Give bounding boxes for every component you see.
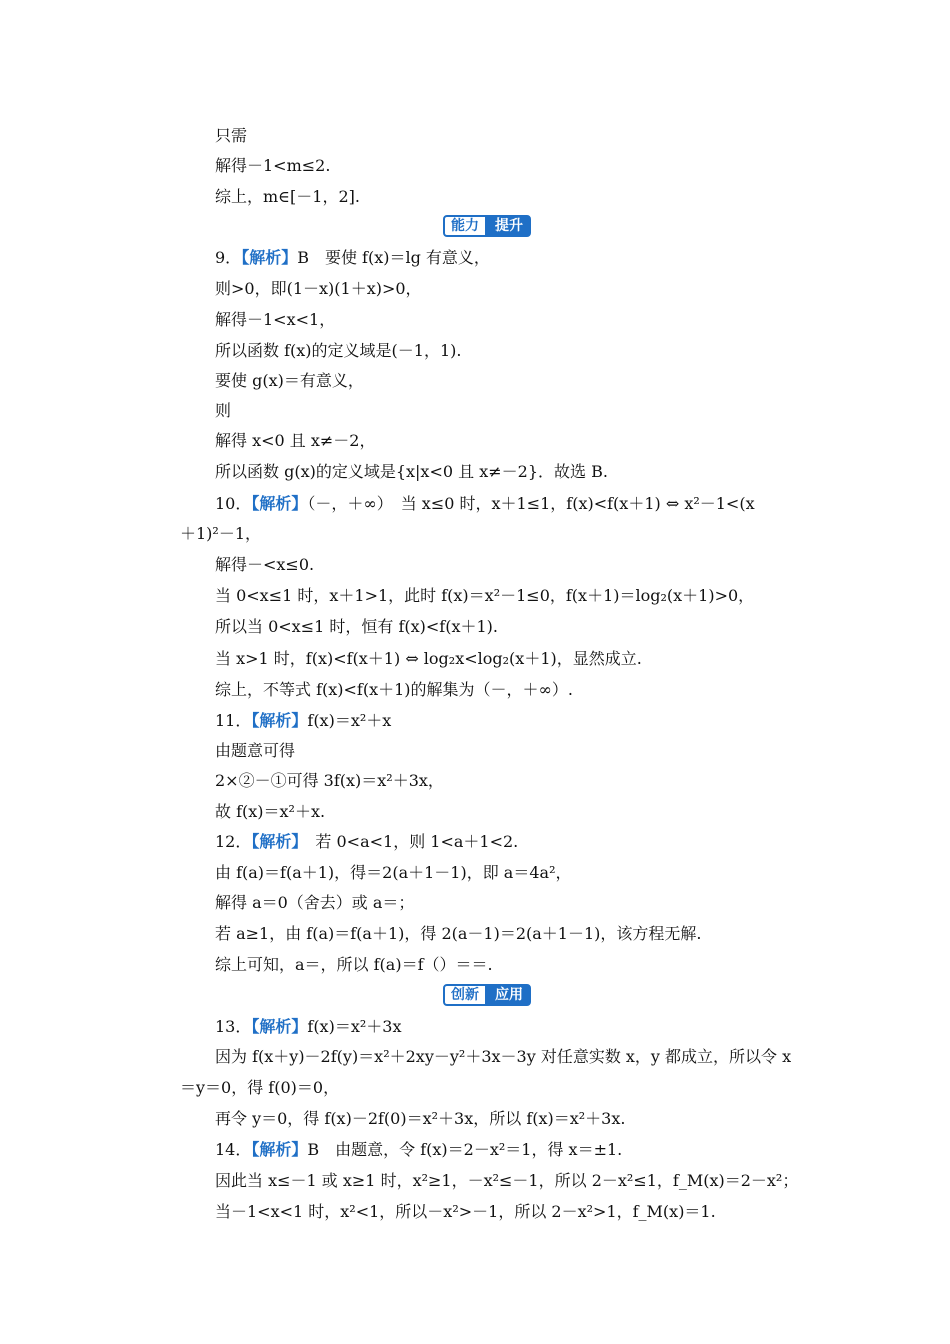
- banner-left: 能力: [443, 215, 487, 237]
- text-line: 因此当 x≤－1 或 x≥1 时，x²≥1，－x²≤－1，所以 2－x²≤1，f_M(x)＝2－x²；: [215, 1171, 799, 1190]
- text-line: 2×②－①可得 3f(x)＝x²＋3x，: [215, 771, 444, 790]
- answer-text: B 由题意，令 f(x)＝2－x²＝1，得 x＝±1.: [307, 1140, 623, 1159]
- section-banner-ability: [443, 215, 531, 237]
- text-line: 只需: [215, 126, 248, 145]
- text-line: 所以函数 g(x)的定义域是{x|x<0 且 x≠－2}．故选 B.: [215, 462, 608, 481]
- question-12-line: [215, 832, 518, 852]
- text-line: 当 0<x≤1 时，x＋1>1，此时 f(x)＝x²－1≤0，f(x＋1)＝log₂(x＋1)>0，: [215, 586, 755, 605]
- analysis-tag: 【解析】: [251, 711, 308, 730]
- text-line: 所以函数 f(x)的定义域是(－1，1).: [215, 341, 462, 360]
- text-line: 当－1<x<1 时，x²<1，所以－x²>－1，所以 2－x²>1，f_M(x)＝1.: [215, 1202, 716, 1221]
- answer-text: 若 0<a<1，则 1<a＋1<2.: [299, 832, 519, 851]
- analysis-tag: 【解析】: [251, 1017, 308, 1036]
- text-line: 解得 x<0 且 x≠－2，: [215, 431, 376, 450]
- text-line: 解得 a＝0（舍去）或 a＝；: [215, 893, 415, 912]
- question-number: 10．: [215, 494, 252, 513]
- question-number: 13．: [215, 1017, 252, 1036]
- answer-text: B 要使 f(x)＝lg 有意义，: [297, 248, 490, 267]
- text-line: ＋1)²－1，: [180, 524, 262, 543]
- banner-left: 创新: [443, 984, 487, 1006]
- text-line: 则: [215, 401, 232, 420]
- text-line: 若 a≥1，由 f(a)＝f(a＋1)，得 2(a－1)＝2(a＋1－1)，该方程无解.: [215, 924, 702, 943]
- text-line: 当 x>1 时，f(x)<f(x＋1) ⇔ log₂x<log₂(x＋1)，显然成立.: [215, 649, 642, 668]
- analysis-tag: 【解析】: [251, 1140, 308, 1159]
- question-number: 12．: [215, 832, 252, 851]
- question-9-line: [215, 248, 490, 268]
- analysis-tag: 【解析】: [241, 248, 298, 267]
- text-line: 综上，不等式 f(x)<f(x＋1)的解集为（－，＋∞）.: [215, 680, 573, 699]
- text-line: 所以当 0<x≤1 时，恒有 f(x)<f(x＋1).: [215, 617, 498, 636]
- text-line: 综上，m∈[－1，2].: [215, 187, 360, 206]
- banner-right: 应用: [487, 984, 531, 1006]
- text-line: 再令 y＝0，得 f(x)－2f(0)＝x²＋3x，所以 f(x)＝x²＋3x.: [215, 1109, 626, 1128]
- question-14-line: [215, 1140, 622, 1160]
- text-line: 解得－<x≤0.: [215, 555, 315, 574]
- question-11-line: [215, 711, 391, 731]
- text-line: 由题意可得: [215, 741, 296, 760]
- text-line: 由 f(a)＝f(a＋1)，得＝2(a＋1－1)，即 a＝4a²，: [215, 863, 572, 882]
- section-banner-innovation: [443, 984, 531, 1006]
- answer-text: f(x)＝x²＋3x: [307, 1017, 402, 1036]
- text-line: 解得－1<m≤2.: [215, 156, 331, 175]
- text-line: 解得－1<x<1，: [215, 310, 336, 329]
- analysis-tag: 【解析】: [251, 832, 300, 851]
- banner-right: 提升: [487, 215, 531, 237]
- text-line: 综上可知，a＝，所以 f(a)＝f（）＝＝.: [215, 955, 493, 974]
- question-number: 11．: [215, 711, 252, 730]
- text-line: ＝y＝0，得 f(0)＝0，: [180, 1078, 340, 1097]
- question-10-line: [215, 494, 755, 514]
- answer-text: f(x)＝x²＋x: [307, 711, 392, 730]
- question-number: 9．: [215, 248, 242, 267]
- analysis-tag: 【解析】: [251, 494, 308, 513]
- text-line: 则>0，即(1－x)(1＋x)>0，: [215, 279, 422, 298]
- question-13-line: [215, 1017, 401, 1037]
- text-line: 因为 f(x＋y)－2f(y)＝x²＋2xy－y²＋3x－3y 对任意实数 x，y 都成立，所以令 x: [215, 1047, 792, 1066]
- question-number: 14．: [215, 1140, 252, 1159]
- answer-text: （－，＋∞） 当 x≤0 时，x＋1≤1，f(x)<f(x＋1) ⇔ x²－1<(x: [307, 494, 755, 513]
- text-line: 故 f(x)＝x²＋x.: [215, 802, 326, 821]
- text-line: 要使 g(x)＝有意义，: [215, 371, 364, 390]
